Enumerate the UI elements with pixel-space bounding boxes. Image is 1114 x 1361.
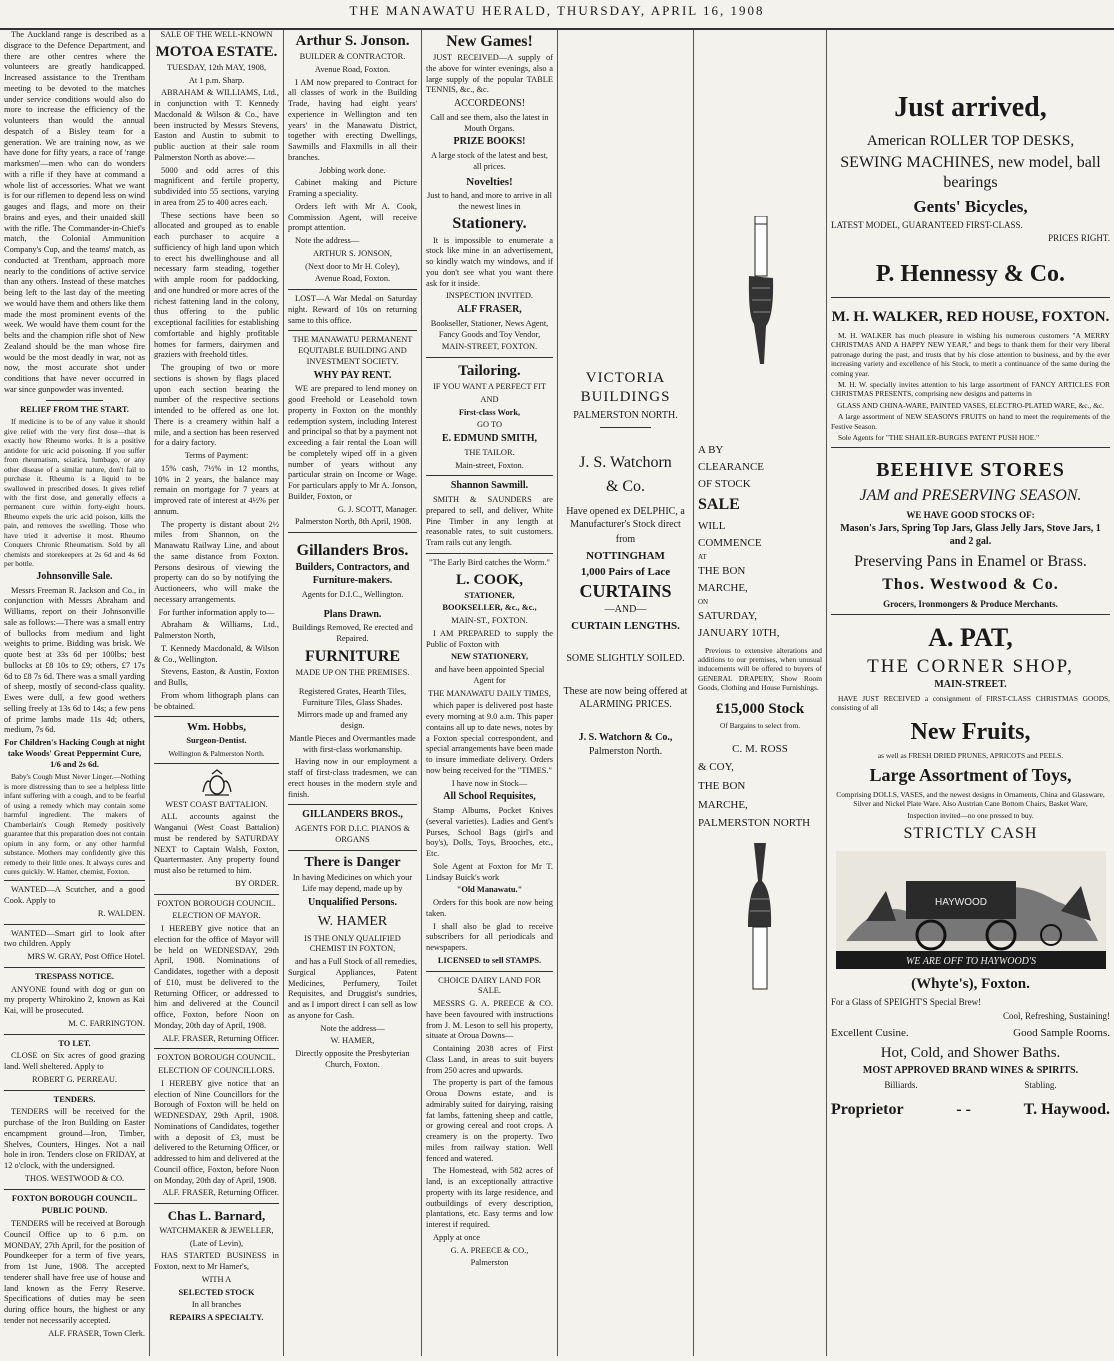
nottingham: NOTTINGHAM [586,549,665,562]
early-bird: "The Early Bird catches the Worm." [429,557,550,567]
tailoring-work: First-class Work, [458,407,521,417]
watchorn-signature: J. S. Watchorn & Co., [578,731,673,743]
terms-heading: Terms of Payment: [184,451,249,460]
ad-line: A BY [698,444,724,456]
johnsonville-report: Messrs Freeman R. Jackson and Co., in conjunction with Messrs Abraham and Williams, report on their Johnsonville sale as follows:—There was a small entry of bullocks from medium and light weights to prime. Bidding was brisk. We quote best at 33s 6d per 100lbs; best bullocks at £8 10s to £9; others, £7 17s 6d to £8 7s 6d. There was a small yarding of sheep, mostly of second-class quality. Ewes were dull, a few good wethers selling freely at 13s 6d to 14s; a few pens of prime lambs made 11s 4d; others, medium, 7s 6d. [4,585,145,735]
victoria-buildings: VICTORIA BUILDINGS [580,370,671,406]
sale-acres: 5000 and odd acres of this magnificent and fertile property, subdivided into 55 sections, varying in area from 25 to 400 acres each. [154,165,279,207]
tailoring-fit: IF YOU WANT A PERFECT FIT [432,382,546,392]
good-stocks: WE HAVE GOOD STOCKS OF: [906,509,1035,520]
pointing-hand-icon [740,216,780,366]
accordeons: ACCORDEONS! [453,98,526,110]
stock-amount: £15,000 Stock [715,701,805,718]
rent-date: Palmerston North, 8th April, 1908. [295,517,412,527]
sample-rooms: Good Sample Rooms. [1013,1027,1110,1040]
cook-times: THE MANAWATU DAILY TIMES, [428,688,551,698]
barnard-repairs: REPAIRS A SPECIALTY. [169,1313,264,1322]
smith-trade: THE TAILOR. [464,447,515,457]
billiards: Billiards. [884,1080,918,1091]
sale-time: At 1 p.m. Sharp. [188,75,245,85]
licensed-stamps: LICENSED to sell STAMPS. [437,955,542,965]
cough-remedy-text: Baby's Cough Must Never Linger.—Nothing is more distressing than to see a helpless little infant suffering with a cough, and to be fearful of using a remedy which may contain some harmful ingredient. The makers of Chamberlain's Cough Remedy positively guarantee that this preparation does not contain opium in any form, or any other harmful substance. Mothers may confidently give this remedy to their little ones. It always cures and cures quickly. W. Hamer, chemist, Foxton. [4,772,145,876]
ad-line: THE BON [698,780,746,792]
preserving-pans: Preserving Pans in Enamel or Brass. [854,552,1087,570]
inspection-text: Inspection invited—no one pressed to buy. [907,810,1034,820]
ad-line: & COY, [698,761,734,774]
column-4 [422,30,558,1356]
heading-relief: RELIEF FROM THE START. [20,404,129,414]
lace-pairs: 1,000 Pairs of Lace [580,565,671,578]
battalion-text: ALL accounts against the Wanganui (West Coast Battalion) must be rendered by SATURDAY NEXT to Captain Walsh, Foxton, Quartermaster. Any property found must also be returned to him. [154,812,279,876]
motoa-title: MOTOA ESTATE. [155,43,278,60]
ross-signature [698,740,822,833]
cook-address: MAIN-ST., FOXTON. [451,616,528,626]
stationery-text: It is impossible to enumerate a stock like mine in an advertisement, so kindly watch my windows, and if you don't see what you want there ask for it inside. [426,235,553,288]
watchorn-opened: Have opened ex DELPHIC, a Manufacturer's Stock direct [566,506,685,530]
heading-battalion: WEST COAST BATTALION. [165,799,268,809]
curtains: CURTAINS [579,580,672,601]
heading-mayor-council: FOXTON BOROUGH COUNCIL. [157,898,276,908]
gillanders-name: Gillanders Bros. [296,542,409,560]
watchorn-name: J. S. Watchorn [579,454,672,472]
sale-heading: SALE OF THE WELL-KNOWN [160,30,273,39]
divider [154,1203,279,1204]
hamer-stock: and has a Full Stock of all remedies, Surgical Appliances, Patent Medicines, Perfumery, Toilet Requisites, and Druggist's sundries, and as I import direct I can sell as low as anyone for Cash. [288,957,417,1020]
ad-line: PALMERSTON NORTH [698,817,811,830]
barnard-with: WITH A [201,1274,232,1284]
fraser-address: MAIN-STREET, FOXTON. [441,342,538,352]
barnard-branches: In all branches [191,1300,242,1310]
divider [4,1090,145,1091]
barnard-late: (Late of Levin), [189,1238,244,1248]
dairy-intro: MESSRS G. A. PREECE & CO. have been favoured with instructions from J. M. Leson to sell his property, situate at Oroua Downs— [426,999,553,1041]
sale-word: SALE [698,496,740,514]
furniture-grates: Registered Grates, Hearth Tiles, Furniture Tiles, Glass Shades. [298,686,407,707]
prices-right: PRICES RIGHT. [1048,233,1110,244]
ad-line: MARCHE, [698,798,748,811]
baths: Hot, Cold, and Shower Baths. [880,1045,1061,1062]
gents-bicycles: Gents' Bicycles, [913,196,1028,216]
jam-season: JAM and PRESERVING SEASON. [859,487,1082,505]
ad-line: OF STOCK [698,478,751,491]
hamer-qualified: IS THE ONLY QUALIFIED CHEMIST IN FOXTON, [304,933,401,954]
cook-name: L. COOK, [455,571,524,588]
fraser-trade: Bookseller, Stationer, News Agent, Fancy Goods and Toy Vendor, [430,318,549,339]
article-rifle: The Auckland range is described as a disgrace to the Defence Department, and there are other centres where the volunteers are greatly handicapped. Increased assistance to the Trentham meeting to be devoted to the matches under service conditions would also do more to increase the efficiency of the volunteers than would the annual despatch of a Bisley team for a generation. We are training now, as we have done for fifty years, a race of 'range marksmen'—men who can do wonders with a rifle if they have at command a whole list of accessories. What we want is for our riflemen to depend less on wind gauges and flags, and more on their brains and eyes, and their unaided skill with the rifle. The Commander-in-Chief's match, the Colonial Ammunition Company's Cup, and the teams' match, as conducted at Trentham, approach more nearly to the conditions of active service than any others. Instead of these matches being left to the last day of the meeting we would have them and others like them made the most prominent events of the week. We would have them count for the belts and the champion rifle shot of New Zealand should be the man whose fire would be the most deadly in war, not as now, the most accurate shot under conditions that have never occurred in war since gunpowder was invented. [4,30,145,394]
smith-name: E. EDMUND SMITH, [441,433,537,445]
new-games: New Games! [446,33,533,50]
divider [831,447,1110,448]
school-items: Stamp Albums, Pocket Knives (several varieties). Ladies and Gent's Purses, School Bags (girl's and boy's), Dolls, Toys, Brooches, etc., Etc. [426,806,553,859]
stationery: Stationery. [452,215,527,233]
barnard-stock: SELECTED STOCK [178,1287,255,1297]
divider [831,614,1110,615]
cook-bookseller: BOOKSELLER, &c., &c., [442,603,537,613]
westwood-trade: Grocers, Ironmongers & Produce Merchants. [883,598,1058,609]
sale-date: TUESDAY, 12th MAY, 1908, [166,62,267,72]
dairy-apply: Apply at once [433,1232,480,1242]
jonson-address: Avenue Road, Foxton. [314,64,391,74]
walker-heading: M. H. WALKER, RED HOUSE, FOXTON. [831,309,1110,326]
sale-agent-3: Stevens, Easton, & Austin, Foxton and Bulls, [154,667,279,687]
hamer-address: Directly opposite the Presbyterian Church, Foxton. [295,1049,410,1069]
ad-line: ON [698,597,709,606]
divider [4,1034,145,1035]
heading-trespass: TRESPASS NOTICE. [35,971,114,981]
whytes-foxton: (Whyte's), Foxton. [911,975,1030,992]
sale-agent-2: T. Kennedy Macdonald, & Wilson & Co., Wellington. [154,643,279,664]
heading-tenders: TENDERS. [53,1094,96,1104]
cook-times-text: which paper is delivered post haste every morning at 9.0 a.m. This paper contains all up to date news, notes by a Foxton special correspondent, and special arrangements have been made to insure immediate delivery. Orders now being received for the "TIMES." [426,701,553,775]
old-manawatu: "Old Manawatu." [456,885,523,895]
cook-agent: and have been appointed Special Agent for [434,665,545,685]
walker-glass: GLASS AND CHINA-WARE, PAINTED VASES, ELECTRO-PLATED WARE, &c., &c. [836,400,1105,410]
main-street: MAIN-STREET. [934,679,1007,690]
watchorn-co: & Co. [605,477,646,495]
prize-books-text: A large stock of the latest and best, all prices. [430,151,549,172]
furniture-mantles: Mantle Pieces and Overmantles made with first-class workmanship. [289,733,416,754]
pound-text: TENDERS will be received at Borough Council Office up to 6 p.m. on MONDAY, 27th April, for the position of Poundkeeper for a term of five years, from 1st June, 1908. The accepted tenderer shall have free use of house and land known as the Ferry Reserve. Specifications of duties may be seen during office hours, the highest or any tender not necessarily accepted. [4,1219,145,1325]
divider [831,297,1110,298]
strictly-cash: STRICTLY CASH [903,825,1038,843]
curtain-lengths: CURTAIN LENGTHS. [571,620,680,633]
billiards-row [831,1080,1110,1092]
barnard-name: Chas L. Barnard, [167,1208,266,1224]
royal-crest-icon [200,768,234,798]
divider [154,716,279,717]
hobbs-name: Wm. Hobbs, [187,721,246,734]
wanted-girl-name: MRS W. GRAY, Post Office Hotel. [27,952,145,962]
slightly-soiled: SOME SLIGHTLY SOILED. [566,653,685,665]
sale-apply: For further information apply to— [158,607,275,617]
novelties: Novelties! [466,175,513,188]
column-6 [694,30,827,1356]
refreshing: Cool, Refreshing, Sustaining! [1003,1010,1110,1021]
alterations-text: Previous to extensive alterations and additions to our premises, when unusual inducements will be offered to buyers of GENERAL DRAPERY, Show Room Goods, Clothing and House Furnishings. [698,645,822,692]
ad-line: WILL [698,519,726,532]
gillanders-trades: Builders, Contractors, and Furniture-makers. [295,562,410,587]
society-heading: THE MANAWATU PERMANENT EQUITABLE BUILDING AND INVESTMENT SOCIETY. [292,335,413,366]
divider [154,1048,279,1049]
ad-line: SATURDAY, [698,609,757,622]
walker-push-hoe: Sole Agents for "THE SHAILER-BURGES PATENT PUSH HOE." [838,433,1040,443]
hamer-name-2: W. HAMER, [330,1036,375,1046]
divider [46,400,102,401]
stabling: Stabling. [1024,1080,1057,1091]
proprietor-dashes: - - [956,1100,971,1118]
proprietor-row [831,1100,1110,1120]
pound-signature: ALF. FRASER, Town Clerk. [48,1328,145,1338]
fraser-name: ALF FRASER, [457,304,522,316]
rent-manager: G. J. SCOTT, Manager. [337,504,417,514]
divider [4,924,145,925]
column-2 [150,30,284,1356]
jonson-note: Note the address— [295,236,360,245]
cook-new-stationery: NEW STATIONERY, [450,652,529,662]
jonson-intro: I AM now prepared to Contract for all classes of work in the Building Trade, having had eight years' experience in Wellington and ten years' in the Manawatu District, together with erecting Dwellings, Sawmills and Flaxmills in all their branches. [288,77,417,162]
masthead: THE MANAWATU HERALD, THURSDAY, APRIL 16, 1908 [0,0,1114,30]
tenders-name: THOS. WESTWOOD & CO. [24,1173,125,1183]
heading-councillors-election: ELECTION OF COUNCILLORS. [158,1066,275,1076]
westwood-name: Thos. Westwood & Co. [882,576,1059,594]
column-5 [558,30,694,1356]
divider [288,330,417,331]
beehive-stores: BEEHIVE STORES [876,458,1065,481]
shannon-sawmill: Shannon Sawmill. [450,480,529,492]
furniture-staff: Having now in our employment a staff of first-class tradesmen, we can erect houses in the modern style and finish. [288,757,417,799]
just-arrived: Just arrived, [894,92,1047,123]
divider [426,357,553,358]
wanted-scutcher-name: R. WALDEN. [97,908,145,918]
jonson-next-door: (Next door to Mr H. Coley), [305,261,400,271]
dairy-location: Palmerston [470,1258,509,1268]
rheumo-ad: If medicine is to be of any value it should give relief with the very first dose—that is exactly how Rheumo works. It is a positive antidote for uric acid poisoning. If you suffer from rheumatism, sciatica, lumbago, or any other disease of a similar nature, don't fail to purchase it. Rheumo is a liquid to be swallowed in prescribed doses. It gives relief with the first dose, and generally effects a permanent cure within forty-eight hours. Rheumo expels the uric acid poison, kills the pain, and removes the swelling. Those who have tried it advertise it most. Rheumo Conquers Chronic Rheumatism. Sold by all chemists and storekeepers at 2s 6d and 4s 6d per bottle. [4,417,145,569]
dried-fruits: as well as FRESH DRIED PRUNES, APRICOTS and PEELS. [877,751,1064,761]
trespass-name: M. C. FARRINGTON. [68,1018,145,1028]
tailoring-and: AND [480,394,499,404]
divider [288,804,417,805]
divider [426,971,553,972]
alarming-prices: These are now being offered at ALARMING PRICES. [563,685,688,710]
barnard-trade: WATCHMAKER & JEWELLER, [159,1225,274,1235]
plans-drawn: Plans Drawn. [323,608,382,620]
column-7 [827,30,1114,1356]
ad-line: C. M. ROSS [732,742,788,755]
trespass-text: ANYONE found with dog or gun on my property Whirokino 2, known as Kai Kai, will be prosecuted. [4,984,145,1016]
divider [4,1189,145,1190]
hobbs-location: Wellington & Palmerston North. [168,749,265,759]
divider [288,289,417,290]
heading-johnsonville: Johnsonville Sale. [36,570,113,582]
jonson-address-2: Avenue Road, Foxton. [314,274,391,284]
tailoring: Tailoring. [458,363,521,380]
accordeons-text: Call and see them, also the latest in Mouth Organs. [430,112,549,133]
heading-public-pound: PUBLIC POUND. [41,1206,108,1216]
buildings-removed: Buildings Removed, Re erected and Repaired. [292,623,413,644]
inspection-invited: INSPECTION INVITED. [446,291,533,301]
proprietor-name: T. Haywood. [1023,1100,1110,1118]
coach-sign: HAYWOOD [934,896,987,908]
novelties-text: Just to hand, and more to arrive in all the newest lines in [427,190,552,211]
ad-line: THE BON [698,564,746,577]
divider [288,850,417,851]
coach-illustration [836,851,1106,969]
victoria-location: PALMERSTON NORTH. [573,410,678,422]
latest-model: LATEST MODEL, GUARANTEED FIRST-CLASS. [831,219,1023,230]
excellent-cuisine: Excellent Cusine. [831,1027,909,1040]
jonson-trade: BUILDER & CONTRACTOR. [299,52,406,61]
new-fruits: New Fruits, [910,718,1031,745]
divider [154,894,279,895]
column-3 [284,30,422,1356]
games-text: JUST RECEIVED—A supply of the above for winter evenings, also a large supply of the popular TABLE TENNIS, &c., &c. [426,53,553,95]
cook-prepared: I AM PREPARED to supply the Public of Foxton with [426,628,553,649]
ad-line: MARCHE, [698,581,748,594]
divider [600,427,651,428]
lost-medal: LOST—A War Medal on Saturday night. Reward of 10s on returning same to this office. [288,294,417,325]
watchorn-from: from [615,533,636,545]
smith-address: Main-street, Foxton. [455,460,524,470]
sale-plans: From whom lithograph plans can be obtained. [154,690,279,711]
corner-shop: THE CORNER SHOP, [867,655,1074,677]
toys-list: Comprising DOLLS, VASES, and the newest designs in Ornaments, China and Glassware, Silver and Nickel Plate Ware. Also Austrian Cane Bottom Chairs, Basket Ware, [836,789,1105,809]
sale-intro: ABRAHAM & WILLIAMS, Ltd., in conjunction with T. Kennedy Macdonald & Wilson & Co., have been instructed by Messrs Stevens, Easton and Austin to submit to public auction at their sale room Palmerston North as above:— [154,88,279,162]
school-subscribers: I shall also be glad to receive subscribers for all periodicals and newspapers. [426,921,553,953]
roller-top-desks: American ROLLER TOP DESKS, [866,132,1075,149]
ad-line: COMMENCE [698,536,762,549]
bargains-text: Of Bargains to select from. [719,721,801,731]
dairy-area: Containing 2038 acres of First Class Land, in areas to suit buyers from 250 acres and upwards. [426,1044,553,1075]
sale-sections: These sections have been so allocated and grouped as to enable each purchaser to acquire a sufficiency of high land upon which to erect his dwellinghouse and all necessary farm steading, together with ample room for paddocking, and one hundred or more acres of the richest fattening land in the colony, thus offering to the public exceptional facilities for establishing comfortable and highly profitable homes for farmers, dairymen and graziers with freehold titles. [154,210,279,360]
dairy-heading: CHOICE DAIRY LAND FOR SALE. [438,975,541,996]
cook-stationer: STATIONER, [464,590,515,600]
divider [4,880,145,881]
jonson-jobbing: Jobbing work done. [319,165,386,175]
school-requisites: All School Requisites, [443,791,536,803]
hamer-name: W. HAMER [317,913,388,929]
mayor-election-signature: ALF. FRASER, Returning Officer. [162,1033,279,1043]
gillanders-agents: Agents for D.I.C., Wellington. [301,589,404,599]
school-agent: Sole Agent at Foxton for Mr T. Lindsay Buick's work [426,861,553,882]
cuisine-row [831,1026,1110,1040]
cook-in-stock: I have now in Stock— [451,778,528,788]
divider [426,553,553,554]
sale-distance: The property is distant about 2½ miles from Shannon, on the Manawatu Railway Line, and about the same distance from Foxton. Persons desirous of viewing the property can do so by notifying the Auctioneers, who will make the necessary arrangements. [154,519,279,604]
jonson-cabinet: Cabinet making and Picture Framing a speciality. [288,178,417,198]
sawmill-text: SMITH & SAUNDERS are prepared to sell, and deliver, White Pine Timber in any length at reasonable rates, to suit customers. Tram rails cut any length. [426,495,553,548]
divider [288,532,417,533]
walker-greetings: M. H. WALKER has much pleasure in wishing his numerous customers "A MERRY CHRISTMAS AND A HAPPY NEW YEAR," and begs to thank them for their very liberal patronage during the past, and trusts that by his close attention to business, and by the ever increasing variety and excellence of his Stock, to merit a continuance of the same during the coming year. [831,330,1110,378]
why-pay-rent: WHY PAY RENT. [313,369,392,381]
column-1 [0,30,150,1356]
ad-line: JANUARY 10TH, [698,626,780,639]
furniture-mirrors: Mirrors made up and framed any design. [297,710,408,731]
jonson-name: Arthur S. Jonson. [295,33,410,49]
dairy-agent: G. A. PREECE & CO., [450,1245,529,1255]
mayor-election-text: I HEREBY give notice that an election for the office of Mayor will be held on WEDNESDAY, 29th April, 1908. Nominations of Candidates, together with a deposit of £10, must be delivered to the Returning Officer, or addressed to him and delivered at the Council office, Foxton, before Noon on Monday, 20th day of April, 1908. [154,924,279,1030]
sale-agent-1: Abraham & Williams, Ltd., Palmerston North, [154,620,279,640]
pointing-hand-up-icon [740,841,780,991]
heading-councillors-council: FOXTON BOROUGH COUNCIL. [157,1053,276,1063]
furniture-made: MADE UP ON THE PREMISES. [295,668,410,678]
hamer-note: Note the address— [320,1023,385,1033]
jonson-name-2: ARTHUR S. JONSON, [312,248,393,258]
heading-mayor-election: ELECTION OF MAYOR. [172,911,261,921]
ad-line: CLEARANCE [698,461,764,474]
councillors-election-text: I HEREBY give notice that an election of Nine Councillors for the Borough of Foxton will be held on WEDNESDAY, 29th April, 1908. Nominations of Candidates, together with a deposit of £3, must be delivered to the Returning Officer, or addressed to him and delivered at the Council office, Foxton, before Noon on Monday, 20th day of April, 1908. [154,1078,279,1185]
heading-cough: For Children's Hacking Cough at night take Woods' Great Peppermint Cure, 1/6 and 2s 6d. [4,738,145,769]
furniture-heading: FURNITURE [304,647,401,665]
proprietor-label: Proprietor [831,1100,904,1118]
prize-books: PRIZE BOOKS! [453,136,526,148]
tailoring-go: GO TO [476,420,503,430]
divider [154,763,279,764]
ad-line: AT [698,553,707,562]
banner-text: WE ARE OFF TO HAYWOOD'S [905,955,1036,967]
sale-grouping: The grouping of two or more sections is shown by flags placed upon each section bearing the number of the respective sections intended to be offered as one lot. There is a creamery within half a mile, and a section has been reserved for a dairy factory. [154,363,279,448]
walker-fruits: A large assortment of NEW SEASON'S FRUITS on hand to meet the requirements of the Festive Season. [831,412,1110,431]
heading-to-let: TO LET. [58,1038,91,1048]
rent-text: WE are prepared to lend money on good Freehold or Leasehold town property in Foxton on the monthly redemption system, including Interest and principal so that by a payment not exceeding a fair rental the Loan will be completely wiped off in a given number of years without any particular strain on Income or Wage. For particulars apply to Mr A. Jonson, Builder, Foxton, or [288,384,417,501]
to-let-name: ROBERT G. PERREAU. [32,1074,117,1084]
bon-marche-ad [698,442,822,642]
heading-pound-council: FOXTON BOROUGH COUNCIL. [11,1193,138,1203]
divider [426,475,553,476]
sewing-machines: SEWING MACHINES, new model, ball bearings [840,154,1101,192]
wines-spirits: MOST APPROVED BRAND WINES & SPIRITS. [862,1065,1079,1077]
wanted-girl: WANTED—Smart girl to look after two children. Apply [4,928,145,949]
school-orders: Orders for this book are now being taken. [426,898,553,918]
tenders-text: TENDERS will be received for the purchase of the Iron Building on Easter encampment ground—Iron, Timber, Shelves, Counters, Hinges. Not a nail hole in iron. Tenders close on FRIDAY, at 12 o'clock, with the undersigned. [4,1107,145,1171]
watchorn-location: Palmerston North. [588,746,663,758]
toys-heading: Large Assortment of Toys, [869,764,1072,785]
speights: For a Glass of SPEIGHT'S Special Brew! [831,997,982,1008]
gillanders-name-2: GILLANDERS BROS., [302,809,403,821]
danger-unqualified: Unqualified Persons. [308,896,397,908]
jonson-orders: Orders left with Mr A. Cook, Commission Agent, will receive prompt attention. [288,201,417,233]
hennessy-name: P. Hennessy & Co. [875,260,1066,287]
and-divider: —AND— [604,604,647,616]
barnard-business: HAS STARTED BUSINESS in Foxton, next to Mr Hamer's, [154,1251,279,1271]
gillanders-pianos: AGENTS FOR D.I.C. PIANOS & ORGANS [294,824,411,844]
battalion-order: BY ORDER. [235,878,279,888]
hobbs-title: Surgeon-Dentist. [186,736,247,746]
dairy-property: The property is part of the famous Oroua Downs estate, and is admirably suited for dairying, raising fat lambs, fattening sheep and cattle, or growing cereal and root crops. A creamery is on the property. Two miles from railway station. Well fenced and watered. [426,1078,553,1163]
councillors-election-signature: ALF. FRASER, Returning Officer. [162,1188,279,1198]
dairy-homestead: The Homestead, with 582 acres of land, is an exceptionally attractive property with its large residence, and outbuildings of every description, plantations, etc. Easy terms and low interest if required. [426,1166,553,1230]
to-let-text: CLOSE on Six acres of good grazing land. Well sheltered. Apply to [4,1051,145,1072]
jars-list: Mason's Jars, Spring Top Jars, Glass Jelly Jars, Stove Jars, 1 and 2 gal. [840,523,1101,548]
apat-received: HAVE JUST RECEIVED a consignment of FIRST-CLASS CHRISTMAS GOODS, consisting of all [831,693,1110,713]
apat-name: A. PAT, [928,623,1013,653]
wanted-scutcher: WANTED—A Scutcher, and a good Cook. Apply to [4,885,145,906]
divider [4,967,145,968]
terms-text: 15% cash, 7½% in 12 months, 10% in 2 years, the balance may remain on mortgage for 7 years at improved rate of interest at 4½% per annum. [154,463,279,516]
walker-fancy: M. H. W. specially invites attention to his large assortment of FANCY ARTICLES FOR CHRISTMAS PRESENTS, comprising new designs and patterns in [831,379,1110,399]
danger-heading: There is Danger [304,854,401,870]
danger-text: In having Medicines on which your Life may depend, made up by [292,873,413,894]
